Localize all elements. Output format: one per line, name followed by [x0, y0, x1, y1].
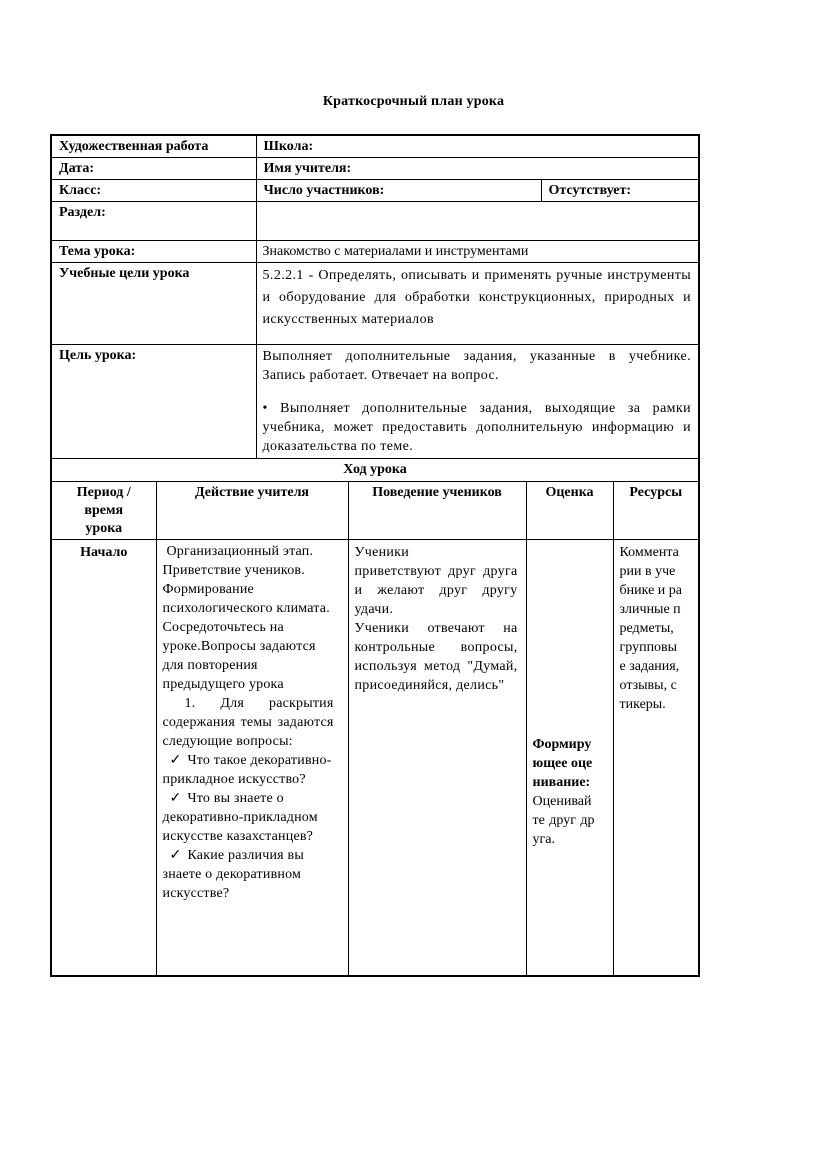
assessment-content — [533, 735, 595, 849]
teacher-paragraph-2: 1. Для раскрытия содержания темы задаются следующие вопросы: — [162, 696, 334, 749]
period-value: Начало — [51, 540, 156, 976]
section-value-cell — [256, 202, 699, 241]
students-paragraph-1-rest: приветствуют друг друга и желают друг другу удачи. — [354, 564, 518, 617]
class-label: Класс: — [51, 180, 256, 202]
participants-label: Число участников: — [256, 180, 541, 202]
school-label: Школа: — [256, 135, 699, 158]
row-topic — [51, 241, 699, 263]
page-title: Краткосрочный план урока — [322, 94, 505, 109]
goal-paragraph-2: • Выполняет дополнительные задания, выходящие за рамки учебника, может предоставить дополнительную информацию и доказательства по теме. — [262, 401, 692, 454]
checkmark-icon: ✓ — [169, 848, 182, 863]
column-header-period: Период / время урока — [51, 482, 156, 540]
teacher-paragraph-1: Организационный этап. Приветствие учеников. Формирование психологического климата. Сосредоточьтесь на уроке.Вопросы задаются для повторения предыдущего урока — [162, 544, 330, 692]
row-goal — [51, 345, 699, 459]
goal-value-cell — [256, 345, 699, 459]
topic-value: Знакомство с материалами и инструментами — [256, 241, 699, 263]
date-label: Дата: — [51, 158, 256, 180]
teacher-action-cell — [156, 540, 348, 976]
course-section-heading: Ход урока — [51, 459, 699, 482]
column-header-resources: Ресурсы — [613, 482, 699, 540]
teacher-question-2 — [163, 789, 334, 846]
row-date-teacher — [51, 158, 699, 180]
column-header-student-behavior: Поведение учеников — [348, 482, 526, 540]
checkmark-icon: ✓ — [169, 753, 182, 768]
row-lesson-start — [51, 540, 699, 976]
goal-label: Цель урока: — [51, 345, 256, 459]
subject-label: Художественная работа — [51, 135, 256, 158]
row-course-heading — [51, 459, 699, 482]
goal-paragraph-1: Выполняет дополнительные задания, указанные в учебнике. Запись работает. Отвечает на вопрос. — [262, 349, 692, 383]
lesson-plan-table — [50, 134, 700, 977]
assessment-text: Оценивайте друг друга. — [532, 794, 595, 847]
students-paragraph-1-first-line: Ученики — [354, 545, 410, 560]
assessment-title: Формирующее оценивание: — [532, 737, 593, 790]
students-paragraph-2: Ученики отвечают на контрольные вопросы, используя метод "Думай, присоединяйся, делись" — [354, 621, 518, 693]
column-header-assessment: Оценка — [526, 482, 613, 540]
row-class-participants — [51, 180, 699, 202]
student-behavior-cell — [348, 540, 526, 976]
row-section — [51, 202, 699, 241]
absent-label: Отсутствует: — [541, 180, 699, 202]
row-course-columns — [51, 482, 699, 540]
teacher-question-1 — [163, 751, 334, 789]
objectives-label: Учебные цели урока — [51, 263, 256, 345]
section-label: Раздел: — [51, 202, 256, 241]
row-subject-school — [51, 135, 699, 158]
checkmark-icon: ✓ — [169, 791, 182, 806]
teacher-question-3 — [163, 846, 334, 903]
resources-cell — [613, 540, 699, 976]
topic-label: Тема урока: — [51, 241, 256, 263]
teacher-question-2-text: Что вы знаете о декоративно-прикладном искусстве казахстанцев? — [162, 791, 318, 844]
column-header-teacher-action: Действие учителя — [156, 482, 348, 540]
resources-text: Комментарии в учебнике и различные предметы, групповые задания, отзывы, стикеры. — [619, 545, 682, 712]
row-objectives — [51, 263, 699, 345]
students-paragraph-1 — [355, 543, 518, 619]
teacher-name-label: Имя учителя: — [256, 158, 699, 180]
teacher-question-3-text: Какие различия вы знаете о декоративном искусстве? — [162, 848, 304, 901]
objectives-value: 5.2.2.1 - Определять, описывать и применять ручные инструменты и оборудование для обработки конструкционных, природных и искусственных материалов — [256, 263, 699, 345]
teacher-question-1-text: Что такое декоративно-прикладное искусство? — [162, 753, 332, 787]
assessment-cell — [526, 540, 613, 976]
